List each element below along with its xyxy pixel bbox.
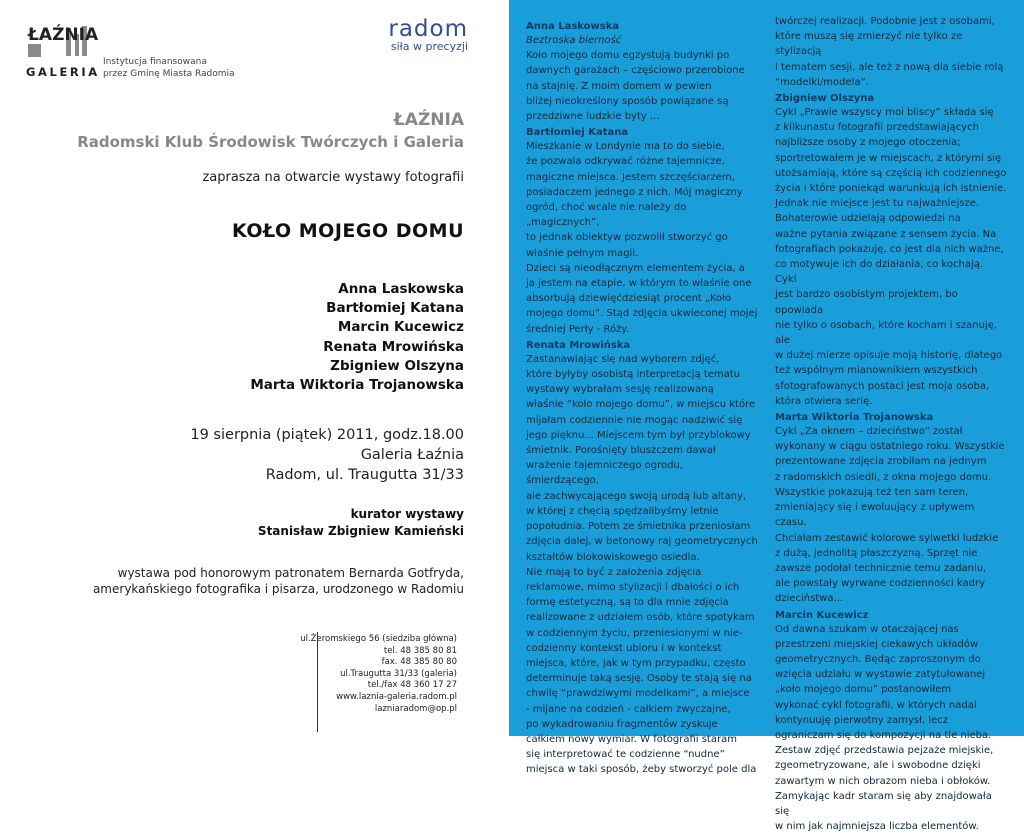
artist-heading: Zbigniew Olszyna	[775, 93, 875, 105]
statement-line: wykonać cykl fotografii, w których nadal	[775, 699, 977, 711]
contact-line: tel. 48 385 80 81	[383, 645, 457, 656]
statement-line: przestrzeni miejskiej ciekawych układów	[775, 638, 979, 650]
institution-line-1: Instytucja finansowana	[103, 57, 207, 67]
statement-line: chwilę “prawdziwymi modelkami”, a miejsce	[526, 688, 750, 700]
statement-line: że pozwala odkrywać różne tajemnicze,	[526, 156, 725, 168]
curator-name: Stanisław Zbigniew Kamieński	[257, 524, 464, 538]
contact-line: fax. 48 385 80 80	[381, 657, 457, 668]
event-details	[190, 425, 464, 485]
statement-line: Cykl „Za oknem – dzieciństwo” został	[775, 426, 963, 438]
statement-line: Od dawna szukam w otaczającej nas	[775, 623, 959, 635]
statement-line: Dzieci są nieodłącznym elementem życia, a	[526, 262, 745, 274]
laznia-logo-top: ŁAŹNIA	[28, 25, 99, 45]
statement-line: codzienny kontekst ubioru i w kontekst	[526, 642, 722, 654]
statement-line: Zastanawiając się nad wyborem zdjęć,	[526, 353, 720, 365]
statements-column-2	[775, 14, 1007, 834]
artist-heading: Marta Wiktoria Trojanowska	[775, 412, 934, 424]
statement-line: i tematem sesji, ale też z nową dla siebie rolą	[775, 61, 1004, 73]
statement-line: popołudnia. Potem ze śmietnika przeniosłam	[526, 521, 751, 533]
patronage-note	[93, 565, 464, 597]
statement-line: absorbują dziewięćdziesiąt procent „Koło	[526, 293, 731, 305]
patronage-line-1: wystawa pod honorowym patronatem Bernarda Gotfryda,	[117, 566, 464, 580]
artist-heading: Anna Laskowska	[526, 21, 620, 32]
invitation-panel	[0, 0, 509, 736]
statement-line: mojego domu”. Stąd zdjęcia ukwieconej mojej	[526, 308, 758, 320]
statement-line: posiadaczem jednego z nich. Mój magiczny	[526, 186, 743, 198]
statement-line: reklamowe, mimo stylizacji i dbałości o ich	[526, 581, 740, 593]
statement-line: ograniczam się do kompozycji na tle nieba.	[775, 729, 992, 741]
contact-website-link[interactable]: www.laznia-galeria.radom.pl	[336, 691, 457, 702]
artist-name: Bartłomiej Katana	[326, 300, 464, 317]
statement-line: zawsze podołał technicznie temu zadaniu,	[775, 562, 987, 574]
statement-line: Bohaterowie udzielają odpowiedzi na	[775, 213, 961, 225]
exhibition-title: KOŁO MOJEGO DOMU	[231, 220, 464, 242]
statement-line: przedziwne ludzkie byty ...	[526, 111, 660, 123]
laznia-logo-bottom: GALERIA	[26, 65, 100, 79]
statement-line: z kilkunastu fotografii przedstawiających	[775, 122, 979, 134]
statement-line: bliżej nieokreślony sposób powiązane są	[526, 95, 729, 107]
statement-line: właśnie pełnym magii.	[526, 247, 639, 259]
statement-line: w codziennym życiu, przeniesionymi w nie-	[526, 627, 743, 639]
statement-line: sfotografowanych postaci jest moja osoba,	[775, 380, 990, 392]
statement-line: nie tylko o osobach, które kocham i szanuję, ale	[775, 319, 998, 347]
statement-line: na stajnię. Z moim domem w pewien	[526, 80, 712, 92]
contact-line: ul.Żeromskiego 56 (siedziba główna)	[300, 634, 457, 644]
statement-line: Wszystkie pokazują też ten sam teren,	[775, 486, 969, 498]
statement-line: Mieszkanie w Londynie ma to do siebie,	[526, 141, 725, 153]
statement-line: „koło mojego domu” postanowiłem	[775, 684, 952, 696]
artist-statements-panel	[509, 0, 1024, 833]
statement-line: w której z chęcią spędzalibyśmy letnie	[526, 505, 719, 517]
artist-heading: Bartłomiej Katana	[526, 127, 629, 139]
event-address: Radom, ul. Traugutta 31/33	[265, 467, 464, 483]
statement-line: wzięcia udziału w wystawie zatytułowanej	[775, 669, 986, 681]
statement-line: ważne pytania związane z sensem życia. Na	[775, 228, 997, 240]
statement-line: jego pięknu... Miejscem tym był przyblokowy	[526, 429, 751, 441]
statement-line: które muszą się zmierzyć nie tylko ze stylizacją	[775, 31, 963, 58]
radom-logo-tagline: siła w precyzji	[390, 40, 468, 53]
statement-line: Jednak nie miejsce jest tu najważniejsze.	[775, 198, 980, 210]
statement-line: determinuje taką sesję. Osoby te stają się na	[526, 673, 752, 685]
statement-line: się interpretować te codzienne “nudne”	[526, 749, 725, 761]
statements-column-1	[526, 18, 758, 778]
organizer-name: ŁAŹNIA	[393, 110, 464, 130]
statement-line: prezentowane zdjęcia zrobiłam na jednym	[775, 456, 987, 468]
statement-line: Nie mają to być z założenia zdjęcia	[526, 566, 702, 578]
statement-line: Cykl „Prawie wszyscy moi bliscy” składa się	[775, 107, 994, 119]
statement-line: dawnych garażach – częściowo przerobione	[526, 65, 745, 77]
statement-line: twórczej realizacji. Podobnie jest z osobami,	[775, 16, 995, 27]
invite-text: zaprasza na otwarcie wystawy fotografii	[202, 170, 464, 185]
artist-name: Marta Wiktoria Trojanowska	[250, 377, 464, 394]
statement-line: Zestaw zdjęć przedstawia pejzaże miejskie,	[775, 745, 994, 757]
statement-line: zdjęcia dalej, w betonowy raj geometrycznych	[526, 536, 758, 548]
statement-line: zawartym w nich obrazom nieba i obłoków.	[775, 775, 991, 787]
artist-list	[250, 280, 464, 395]
artist-heading: Marcin Kucewicz	[775, 609, 869, 621]
organizer-full-name: Radomski Klub Środowisk Twórczych i Galeria	[77, 133, 464, 151]
statement-line: z dużą, jednolitą płaszczyzną. Sprzęt nie	[775, 547, 978, 559]
statement-line: Chciałam zestawić kolorowe sylwetki ludzkie	[775, 532, 999, 544]
contact-line: tel./fax 48 360 17 27	[367, 680, 457, 691]
statement-line: najbliższe osoby z mojego otoczenia;	[775, 137, 961, 149]
laznia-galeria-logo	[26, 20, 98, 82]
statement-line: wykonany w ciągu ostatniego roku. Wszystkie	[775, 441, 1005, 453]
statement-line: realizowane z udziałem osób, które spotykam	[526, 612, 755, 624]
statement-line: Zamykając kadr staram się aby znajdowała się	[775, 790, 992, 817]
contact-email-link[interactable]: lazniaradom@op.pl	[374, 703, 457, 714]
statement-line: sportretowałem je w miejscach, z którymi się	[775, 152, 1002, 164]
statement-line: utożsamiają, które są częścią ich codziennego	[775, 167, 1007, 179]
statement-line: magiczne miejsca. Jestem szczęściarzem,	[526, 171, 735, 183]
statement-line: ja jestem na etapie, w którym to właśnie one	[526, 278, 752, 290]
statement-line: zmieniający się i ewoluujący z upływem czasu.	[775, 502, 975, 529]
institution-note	[103, 56, 235, 80]
statement-line: w nim jak najmniejsza liczba elementów.	[775, 821, 979, 833]
statement-line: co motywuje ich do działania, co kochają. Cykl	[775, 259, 984, 286]
statement-line: formę estetyczną, są to dla mnie zdjęcia	[526, 597, 729, 609]
artist-name: Zbigniew Olszyna	[330, 357, 464, 374]
artist-name: Marcin Kucewicz	[337, 319, 464, 336]
statement-line: w dużej mierze opisuje moją historię, dlatego	[775, 350, 1003, 362]
statement-line: ale powstały wyrwane codzienności kadry	[775, 578, 985, 590]
statement-line: kontynuuję pierwotny zamysł, lecz	[775, 714, 949, 726]
statement-line: życia i które poniekąd warunkują ich istnienie.	[775, 183, 1007, 195]
curator-label: kurator wystawy	[350, 507, 464, 521]
statement-line: wystawy wybrałam sesję realizowaną	[526, 384, 714, 396]
statement-line: geometrycznych. Będąc zaproszonym do	[775, 653, 981, 665]
contact-line: ul.Traugutta 31/33 (galeria)	[340, 668, 457, 679]
contact-block	[300, 634, 457, 715]
statement-line: średniej Perły - Róży.	[526, 323, 630, 335]
radom-city-logo	[368, 18, 468, 56]
artist-name: Renata Mrowińska	[323, 338, 464, 355]
statement-line: właśnie “koło mojego domu”, w miejscu które	[526, 399, 756, 411]
statement-line: jest bardzo osobistym projektem, bo opowiada	[775, 289, 958, 316]
statement-line: “modelki/modela”.	[775, 76, 869, 88]
radom-logo-word: radom	[388, 16, 468, 42]
statement-line: fotografiach pokazuję, co jest dla nich ważne,	[775, 243, 1004, 255]
statement-line: kształtów blokowiskowego osiedla.	[526, 551, 700, 563]
statement-line: która otwiera serię.	[775, 395, 873, 407]
institution-line-2: przez Gminę Miasta Radomia	[103, 69, 235, 79]
statement-line: dzieciństwa...	[775, 593, 844, 605]
statement-line: śmietnik. Porośnięty bluszczem dawał	[526, 445, 716, 457]
artist-heading: Renata Mrowińska	[526, 339, 631, 351]
statement-line: też wspólnym mianownikiem wszystkich	[775, 365, 978, 377]
statement-line: miejsca w taki sposób, żeby stworzyć pole dla	[526, 764, 757, 776]
statement-line: miejsca, które, jak w tym przypadku, często	[526, 657, 746, 669]
patronage-line-2: amerykańskiego fotografika i pisarza, urodzonego w Radomiu	[92, 582, 464, 596]
statement-line: - mijane na codzień - całkiem zwyczajne,	[526, 703, 731, 715]
statement-line: z radomskich osiedli, z okna mojego domu.	[775, 471, 992, 483]
statement-line: wrażenie tajemniczego ogrodu, śmierdzącego,	[526, 460, 683, 487]
statement-line: które byłyby osobistą interpretacją tematu	[526, 369, 741, 381]
statement-line: zgeometryzowane, ale i swobodne dzięki	[775, 760, 981, 772]
event-date: 19 sierpnia (piątek) 2011, godz.18.00	[190, 427, 464, 443]
statement-line: po wykadrowaniu fragmentów zyskuje	[526, 718, 718, 730]
statement-subtitle: Beztroska bierność	[526, 35, 622, 46]
artist-name: Anna Laskowska	[338, 281, 464, 297]
statement-line: mijałam codziennie nie mogąc nadziwić się	[526, 414, 743, 426]
statement-line: Koło mojego domu egzystują budynki po	[526, 50, 730, 62]
statement-line: ogród, choć wcale nie należy do „magicznych”,	[526, 202, 687, 229]
event-venue: Galeria Łaźnia	[360, 447, 464, 463]
statement-line: całkiem nowy wymiar. W fotografii staram	[526, 733, 737, 745]
statement-line: ale zachwycającego swoją urodą lub altany,	[526, 490, 746, 502]
statement-line: to jednak obiektyw pozwolił stworzyć go	[526, 232, 728, 244]
